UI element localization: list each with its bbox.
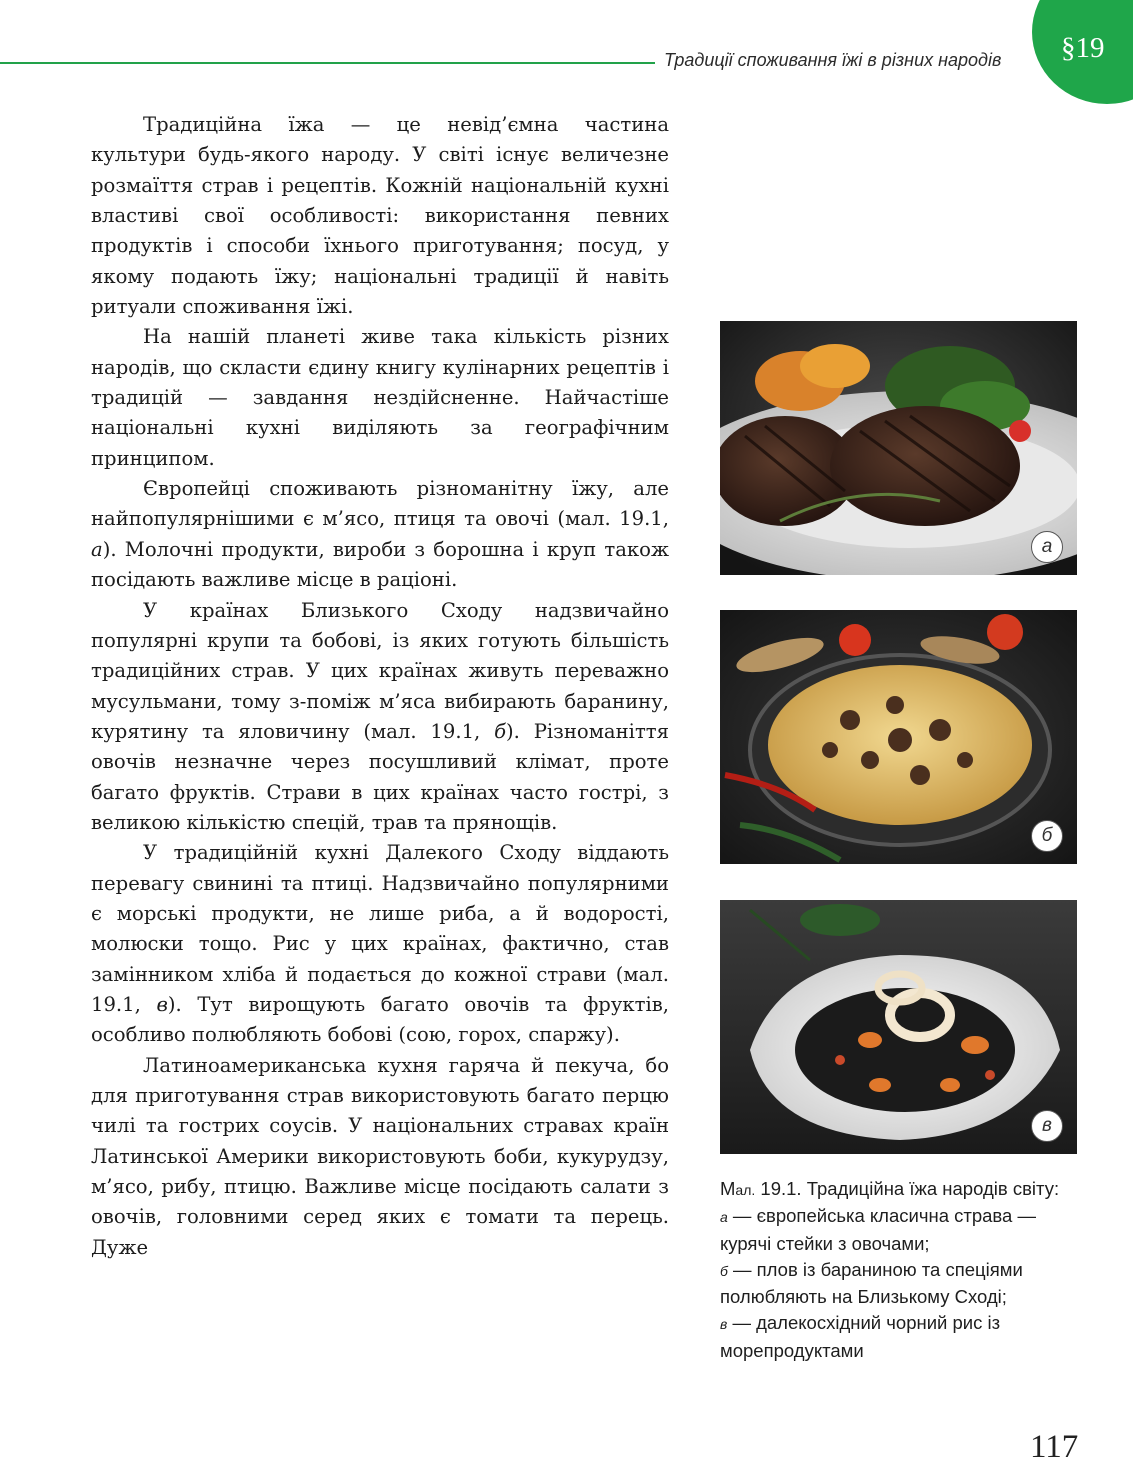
running-title: Традиції споживання їжі в різних народів	[664, 50, 1002, 70]
caption-text-c: — далекосхідний чорний рис із морепродуктами	[720, 1312, 1001, 1361]
caption-text-a: — європейська класична страва — курячі стейки з овочами;	[720, 1205, 1036, 1254]
photo-pilaf	[720, 610, 1077, 864]
paragraph-4	[91, 596, 669, 839]
caption-item-b	[720, 1257, 1080, 1311]
caption-text-b: — плов із бараниною та спеціями полюбляють на Близькому Сході;	[720, 1258, 1023, 1308]
caption-item-a	[720, 1203, 1080, 1257]
header-rule	[0, 62, 655, 64]
paragraph-6: Латиноамериканська кухня гаряча й пекуча, бо для приготування страв використовують багато перцю чилі та гострих соусів. У національних стравах країн Латинської Америки використовують боби, кукурудзу, м’ясо, рибу, птицю. Важливе місце посідають салати з овочів, головними серед яких є томати та перець. Дуже	[91, 1053, 669, 1259]
paragraph-2: На нашій планеті живе така кількість різних народів, що скласти єдину книгу кулінарних рецептів і традицій — завдання нездійсненне. Найчастіше національні кухні виділяють за географічним принципом.	[91, 325, 669, 470]
paragraph-4-text-start: У країнах Близького Сходу надзвичайно популярні крупи та бобові, із яких готують більшість традиційних страв. У цих країнах живуть переважно мусульмани, тому з-поміж м’яса вибирають баранину, курятину та яловичину (мал. 19.1,	[91, 598, 669, 743]
caption-title-text: 19.1. Традиційна їжа народів світу:	[755, 1178, 1060, 1199]
caption-letter-c: в	[720, 1316, 728, 1333]
figure-ref-a: а	[91, 537, 103, 561]
caption-letter-a: а	[720, 1209, 728, 1226]
paragraph-3-text-start: Європейці споживають різноманітну їжу, але найпопулярнішими є м’ясо, птиця та овочі (мал. 19.1,	[91, 477, 669, 531]
photo-black-rice	[720, 900, 1077, 1154]
page-number: 117	[1030, 1429, 1079, 1465]
paragraph-1: Традиційна їжа — це невід’ємна частина культури будь-якого народу. У світі існує величезне розмаїття страв і рецептів. Кожній національній кухні властиві свої особливості: використання певних продуктів і способи їхнього приготування; посуд, у якому подають їжу; національні традиції й навіть ритуали споживання їжі.	[91, 113, 669, 319]
black-rice-illustration	[720, 900, 1077, 1154]
paragraph-5-text-end: ). Тут вирощують багато овочів та фруктів, особливо полюбляють бобові (сою, горох, спаржу).	[91, 992, 669, 1047]
photo-steaks	[720, 321, 1077, 575]
paragraph-5	[91, 838, 669, 1050]
figure-ref-b: б	[494, 719, 507, 743]
caption-prefix: М	[720, 1178, 736, 1199]
section-badge	[1032, 0, 1133, 104]
figure-caption	[720, 1176, 1080, 1364]
caption-letter-b: б	[720, 1262, 728, 1279]
figure-ref-c: в	[156, 992, 168, 1016]
paragraph-3	[91, 474, 669, 595]
caption-title	[720, 1176, 1080, 1203]
paragraph-4-text-end: ). Різноманіття овочів незначне через посушливий клімат, проте багато фруктів. Страви в цих країнах часто гострі, з великою кількістю спецій, трав та прянощів.	[91, 719, 669, 834]
main-text	[91, 110, 669, 1263]
figure-label-b: б	[1031, 820, 1063, 852]
section-number: §19	[1061, 32, 1105, 64]
caption-prefix-small: ал.	[735, 1182, 756, 1198]
figure-label-c: в	[1031, 1110, 1063, 1142]
paragraph-3-text-end: ). Молочні продукти, вироби з борошна і круп також посідають важливе місце в раціоні.	[91, 537, 669, 592]
steaks-illustration	[720, 321, 1077, 575]
paragraph-5-text-start: У традиційній кухні Далекого Сходу віддають перевагу свинині та птиці. Надзвичайно популярними є морські продукти, не лише риба, а й водорості, молюски тощо. Рис у цих країнах, фактично, став замінником хліба й подається до кожної страви (мал. 19.1,	[91, 841, 669, 1016]
figure-label-a: а	[1031, 531, 1063, 563]
caption-item-c	[720, 1310, 1080, 1364]
pilaf-illustration	[720, 610, 1077, 864]
